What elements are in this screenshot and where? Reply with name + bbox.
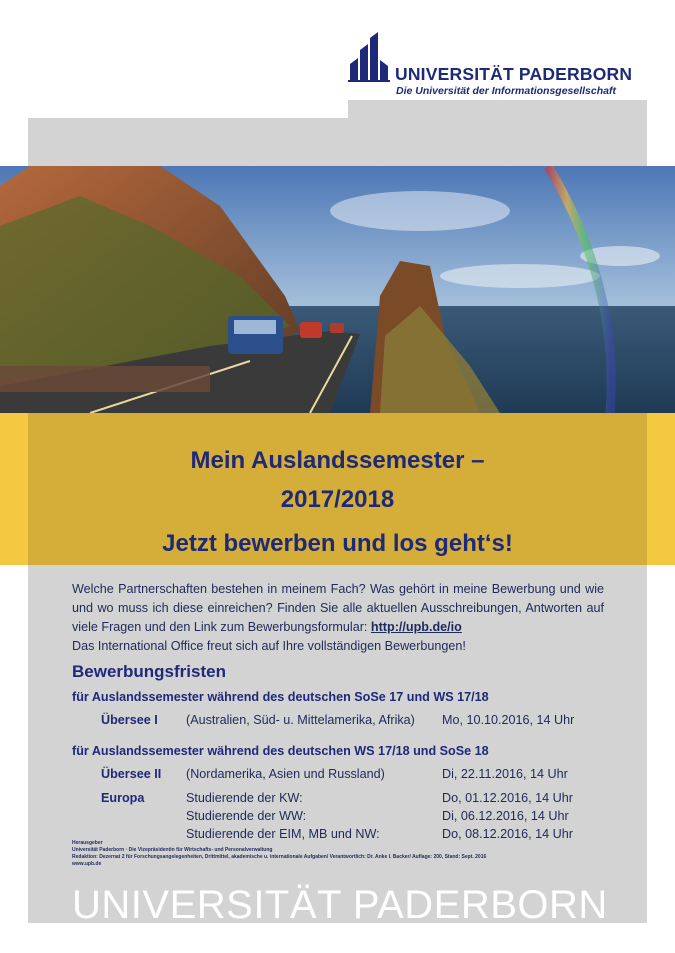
headline-line-3: Jetzt bewerben und los geht‘s! <box>162 530 513 557</box>
region-label: Übersee I <box>101 713 158 727</box>
footer-university-name: UNIVERSITÄT PADERBORN <box>72 883 608 927</box>
region-description: (Nordamerika, Asien und Russland) <box>186 767 385 781</box>
group-2-heading: für Auslandssemester während des deutschen WS 17/18 und SoSe 18 <box>72 744 489 758</box>
logo-university-name: UNIVERSITÄT PADERBORN <box>395 64 633 84</box>
deadlines-title: Bewerbungsfristen <box>72 662 226 681</box>
region-description: (Australien, Süd- u. Mittelamerika, Afrika) <box>186 713 415 727</box>
photo-illustration <box>0 166 675 413</box>
intro-text: Welche Partnerschaften bestehen in meinem Fach? Was gehört in meine Bewerbung und wie und wo muss ich diese einreichen? Finden Sie alle aktuellen Ausschreibungen, Antworten auf viele Fragen und den Link zum Bewerbungsformular: <box>72 582 604 634</box>
region-description: Studierende der EIM, MB und NW: <box>186 827 380 841</box>
deadline-date: Di, 22.11.2016, 14 Uhr <box>442 767 568 781</box>
headline-line-1: Mein Auslandssemester – <box>190 447 485 474</box>
deadline-date: Do, 01.12.2016, 14 Uhr <box>442 791 573 805</box>
coastal-road-photo <box>0 166 675 413</box>
region-label: Europa <box>101 791 145 805</box>
imprint <box>72 840 572 868</box>
application-link[interactable]: http://upb.de/io <box>370 620 462 634</box>
deadline-date: Mo, 10.10.2016, 14 Uhr <box>442 713 575 727</box>
intro-closing: Das International Office freut sich auf Ihre vollständigen Bewerbungen! <box>72 639 466 653</box>
group-1-heading: für Auslandssemester während des deutschen SoSe 17 und WS 17/18 <box>72 690 489 704</box>
imprint-line-4: www.upb.de <box>72 861 102 867</box>
university-logo <box>348 30 658 100</box>
logo-tagline: Die Universität der Informationsgesellschaft <box>396 85 616 97</box>
imprint-line-1: Herausgeber <box>72 840 103 846</box>
region-description: Studierende der KW: <box>186 791 303 805</box>
imprint-line-3: Redaktion: Dezernat 2 für Forschungsangelegenheiten, Drittmittel, akademische u. internationale Aufgaben/ Verantwortlich: Dr. Anke I. Backer/ Auflage: 200, Stand: Sept. 2016 <box>72 854 487 860</box>
imprint-line-2: Universität Paderborn · Die Vizepräsidentin für Wirtschafts- und Personalverwaltung <box>72 847 273 853</box>
deadline-date: Di, 06.12.2016, 14 Uhr <box>442 809 569 823</box>
headline-line-2: 2017/2018 <box>280 486 395 513</box>
deadline-date: Do, 08.12.2016, 14 Uhr <box>442 827 573 841</box>
university-building-icon <box>348 30 390 82</box>
region-label: Übersee II <box>101 767 162 781</box>
region-description: Studierende der WW: <box>186 809 307 823</box>
grey-header-strip <box>348 100 647 118</box>
intro-paragraph <box>72 580 604 656</box>
